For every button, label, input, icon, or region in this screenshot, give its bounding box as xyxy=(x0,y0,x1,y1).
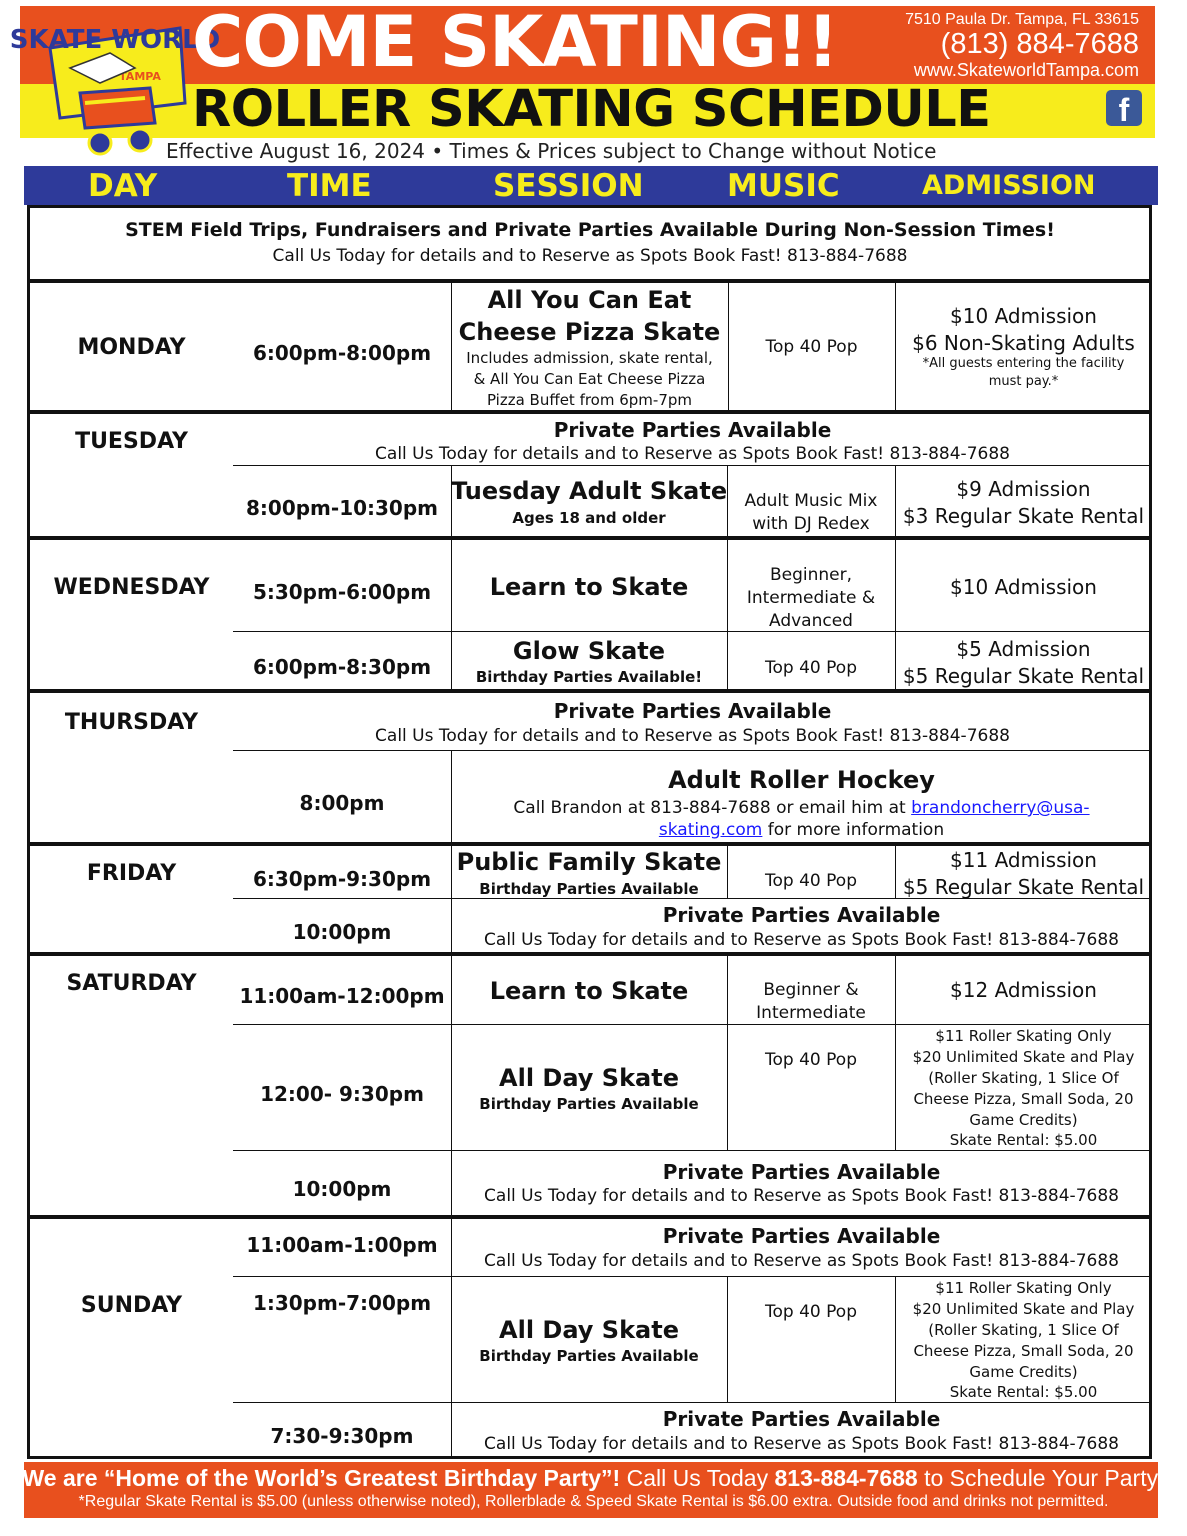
footer-phone: 813-884-7688 xyxy=(774,1465,918,1491)
friday-private-title: Private Parties Available xyxy=(662,903,941,927)
col-day: DAY xyxy=(88,168,158,204)
skate-icon xyxy=(80,88,155,128)
footer-tagline: We are “Home of the World’s Greatest Birthday Party”! xyxy=(22,1465,621,1491)
saturday-music2: Top 40 Pop xyxy=(765,1050,857,1070)
wednesday-sub2: Birthday Parties Available! xyxy=(475,668,703,686)
sunday-private-title1: Private Parties Available xyxy=(662,1224,941,1248)
col-music: MUSIC xyxy=(727,168,840,204)
day-wednesday: WEDNESDAY xyxy=(53,575,210,600)
friday-time1: 6:30pm-9:30pm xyxy=(252,867,432,891)
monday-note2: must pay.* xyxy=(988,374,1059,389)
saturday-time3: 10:00pm xyxy=(292,1177,392,1201)
website[interactable]: www.SkateworldTampa.com xyxy=(913,60,1139,80)
wednesday-session1: Learn to Skate xyxy=(489,573,689,601)
day-tuesday: TUESDAY xyxy=(75,429,188,454)
tuesday-sub: Ages 18 and older xyxy=(512,509,666,527)
contact-block xyxy=(905,12,1139,79)
sunday-private-title2: Private Parties Available xyxy=(662,1407,941,1431)
saturday-music1b: Intermediate xyxy=(756,1003,866,1023)
saturday-private-call: Call Us Today for details and to Reserve as Spots Book Fast! 813-884-7688 xyxy=(484,1186,1119,1206)
wednesday-time1: 5:30pm-6:00pm xyxy=(252,580,432,604)
monday-music: Top 40 Pop xyxy=(765,337,858,357)
saturday-session1: Learn to Skate xyxy=(489,977,689,1005)
footer-line1 xyxy=(0,1464,1187,1492)
sunday-time2: 1:30pm-7:00pm xyxy=(252,1291,432,1315)
sunday-time3: 7:30-9:30pm xyxy=(270,1424,414,1448)
day-monday: MONDAY xyxy=(77,335,186,360)
monday-note1: *All guests entering the facility xyxy=(922,356,1125,371)
saturday-private-title: Private Parties Available xyxy=(662,1160,941,1184)
sunday-admission2c: (Roller Skating, 1 Slice Of xyxy=(928,1321,1119,1339)
notice-line2: Call Us Today for details and to Reserve as Spots Book Fast! 813-884-7688 xyxy=(272,246,908,266)
facebook-icon[interactable]: f xyxy=(1106,90,1142,126)
saturday-time2: 12:00- 9:30pm xyxy=(260,1082,424,1106)
thursday-info-line1 xyxy=(451,798,1152,818)
wednesday-music2: Top 40 Pop xyxy=(765,658,857,678)
headline: COME SKATING!! xyxy=(192,1,838,83)
monday-session-line1: All You Can Eat xyxy=(487,286,692,314)
footer-call: Call Us Today xyxy=(620,1465,775,1491)
sunday-admission2d: Cheese Pizza, Small Soda, 20 xyxy=(913,1342,1134,1360)
saturday-admission2b: $20 Unlimited Skate and Play xyxy=(912,1048,1135,1066)
tuesday-music2: with DJ Redex xyxy=(752,514,870,534)
friday-private-call: Call Us Today for details and to Reserve as Spots Book Fast! 813-884-7688 xyxy=(484,930,1119,950)
friday-sub: Birthday Parties Available xyxy=(479,880,699,898)
day-sunday: SUNDAY xyxy=(80,1293,183,1318)
saturday-sub2: Birthday Parties Available xyxy=(479,1095,699,1113)
address: 7510 Paula Dr. Tampa, FL 33615 xyxy=(905,11,1139,28)
thursday-info-text: Call Brandon at 813-884-7688 or email him at xyxy=(513,798,912,818)
sunday-admission2a: $11 Roller Skating Only xyxy=(935,1279,1112,1297)
logo-sub: TAMPA xyxy=(119,70,161,83)
wheel-icon xyxy=(129,129,151,151)
tuesday-admission2: $3 Regular Skate Rental xyxy=(902,504,1145,528)
col-session: SESSION xyxy=(493,168,644,204)
wednesday-music1b: Intermediate & xyxy=(746,588,876,608)
day-thursday: THURSDAY xyxy=(64,710,199,735)
sunday-music2: Top 40 Pop xyxy=(765,1302,857,1322)
wednesday-admission1: $10 Admission xyxy=(950,575,1097,599)
saturday-music1a: Beginner & xyxy=(763,980,859,1000)
tuesday-time: 8:00pm-10:30pm xyxy=(245,496,439,520)
footer-end: to Schedule Your Party! xyxy=(917,1465,1165,1491)
phone: (813) 884-7688 xyxy=(940,28,1139,60)
tuesday-private-call: Call Us Today for details and to Reserve as Spots Book Fast! 813-884-7688 xyxy=(375,444,1010,464)
email-link[interactable]: brandoncherry@usa- xyxy=(911,798,1090,818)
monday-session-line2: Cheese Pizza Skate xyxy=(458,318,721,346)
monday-desc2: & All You Can Eat Cheese Pizza xyxy=(473,370,706,388)
saturday-admission2c: (Roller Skating, 1 Slice Of xyxy=(928,1069,1119,1087)
tuesday-music1: Adult Music Mix xyxy=(744,491,878,511)
monday-desc3: Pizza Buffet from 6pm-7pm xyxy=(486,391,693,409)
wednesday-session2: Glow Skate xyxy=(512,637,666,665)
col-time: TIME xyxy=(287,168,372,204)
sunday-admission2e: Game Credits) xyxy=(969,1363,1078,1381)
wheel-icon xyxy=(89,132,111,154)
saturday-admission2f: Skate Rental: $5.00 xyxy=(949,1131,1098,1149)
sunday-time1: 11:00am-1:00pm xyxy=(246,1233,438,1257)
subtitle: ROLLER SKATING SCHEDULE xyxy=(192,80,991,139)
effective-date: Effective August 16, 2024 • Times & Prices subject to Change without Notice xyxy=(166,139,937,163)
saturday-admission2a: $11 Roller Skating Only xyxy=(935,1027,1112,1045)
sunday-session2: All Day Skate xyxy=(499,1316,679,1344)
saturday-time1: 11:00am-12:00pm xyxy=(239,984,445,1008)
friday-admission2: $5 Regular Skate Rental xyxy=(902,875,1145,899)
thursday-info-line2 xyxy=(451,820,1152,840)
tuesday-private-title: Private Parties Available xyxy=(553,418,832,442)
saturday-session2: All Day Skate xyxy=(499,1064,679,1092)
wednesday-time2: 6:00pm-8:30pm xyxy=(252,655,432,679)
wednesday-music1a: Beginner, xyxy=(769,565,853,585)
tuesday-admission1: $9 Admission xyxy=(956,477,1091,501)
wednesday-music1c: Advanced xyxy=(769,611,853,631)
monday-time: 6:00pm-8:00pm xyxy=(252,341,432,365)
logo-text: SKATE WORLD xyxy=(9,25,221,55)
thursday-info-text2: for more information xyxy=(762,820,945,840)
tuesday-session: Tuesday Adult Skate xyxy=(451,477,728,505)
day-friday: FRIDAY xyxy=(86,861,177,886)
thursday-private-call: Call Us Today for details and to Reserve as Spots Book Fast! 813-884-7688 xyxy=(375,726,1010,746)
saturday-admission2e: Game Credits) xyxy=(969,1111,1078,1129)
thursday-session: Adult Roller Hockey xyxy=(668,766,935,794)
col-admission: ADMISSION xyxy=(922,170,1096,201)
footer-note: *Regular Skate Rental is $5.00 (unless otherwise noted), Rollerblade & Speed Skate Rental is $6.00 extra. Outside food and drinks not permitted. xyxy=(78,1493,1109,1510)
wednesday-admission2b: $5 Regular Skate Rental xyxy=(902,664,1145,688)
saturday-admission1: $12 Admission xyxy=(950,978,1097,1002)
monday-admission2: $6 Non-Skating Adults xyxy=(912,331,1135,355)
monday-admission1: $10 Admission xyxy=(950,304,1097,328)
saturday-admission2d: Cheese Pizza, Small Soda, 20 xyxy=(913,1090,1134,1108)
friday-music: Top 40 Pop xyxy=(765,871,857,891)
monday-desc1: Includes admission, skate rental, xyxy=(466,349,713,367)
sunday-sub2: Birthday Parties Available xyxy=(479,1347,699,1365)
sunday-private-call1: Call Us Today for details and to Reserve as Spots Book Fast! 813-884-7688 xyxy=(484,1251,1119,1271)
wednesday-admission2a: $5 Admission xyxy=(956,637,1091,661)
sunday-private-call2: Call Us Today for details and to Reserve as Spots Book Fast! 813-884-7688 xyxy=(484,1434,1119,1454)
sunday-admission2f: Skate Rental: $5.00 xyxy=(949,1383,1098,1401)
friday-time2: 10:00pm xyxy=(292,920,392,944)
email-link-cont[interactable]: skating.com xyxy=(658,820,763,840)
thursday-time: 8:00pm xyxy=(299,791,385,815)
notice-line1: STEM Field Trips, Fundraisers and Private Parties Available During Non-Session Times! xyxy=(125,219,1055,241)
day-saturday: SATURDAY xyxy=(66,971,197,996)
sunday-admission2b: $20 Unlimited Skate and Play xyxy=(912,1300,1135,1318)
thursday-private-title: Private Parties Available xyxy=(553,699,832,723)
friday-session: Public Family Skate xyxy=(456,848,722,876)
friday-admission1: $11 Admission xyxy=(950,848,1097,872)
